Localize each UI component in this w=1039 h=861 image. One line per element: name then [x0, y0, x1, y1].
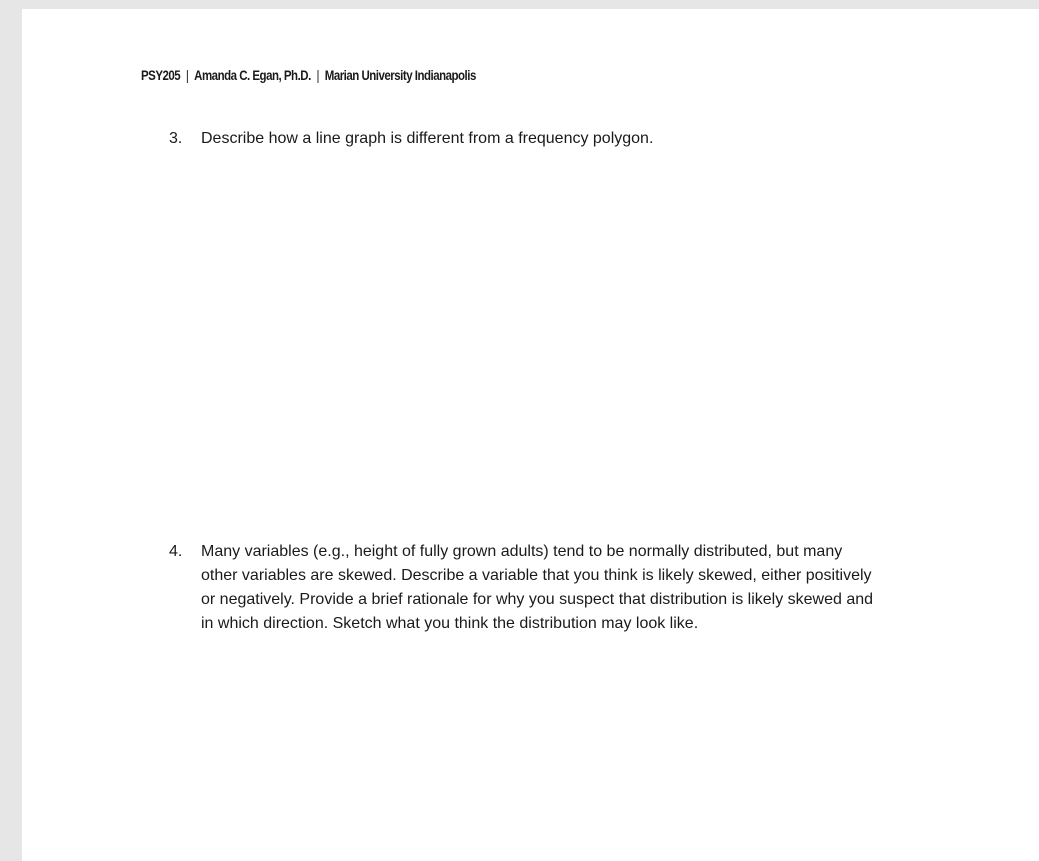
- header-instructor: Amanda C. Egan, Ph.D.: [194, 67, 311, 83]
- question-line: in which direction. Sketch what you think the distribution may look like.: [201, 615, 699, 632]
- question-text: [201, 540, 931, 636]
- document-page: [22, 9, 1039, 861]
- header-separator: |: [185, 67, 189, 83]
- header-course: PSY205: [141, 67, 181, 83]
- page-header: [141, 67, 476, 83]
- header-institution: Marian University Indianapolis: [324, 67, 476, 83]
- question-line: Many variables (e.g., height of fully grown adults) tend to be normally distributed, but many: [201, 543, 843, 560]
- question-line: or negatively. Provide a brief rationale for why you suspect that distribution is likely skewed and: [201, 591, 874, 608]
- question-number: 3.: [169, 130, 183, 147]
- question-line: other variables are skewed. Describe a variable that you think is likely skewed, either positively: [201, 567, 872, 584]
- question-line: Describe how a line graph is different from a frequency polygon.: [201, 130, 654, 147]
- question-number: 4.: [169, 543, 183, 560]
- header-separator: |: [316, 67, 320, 83]
- question-text: [201, 127, 931, 151]
